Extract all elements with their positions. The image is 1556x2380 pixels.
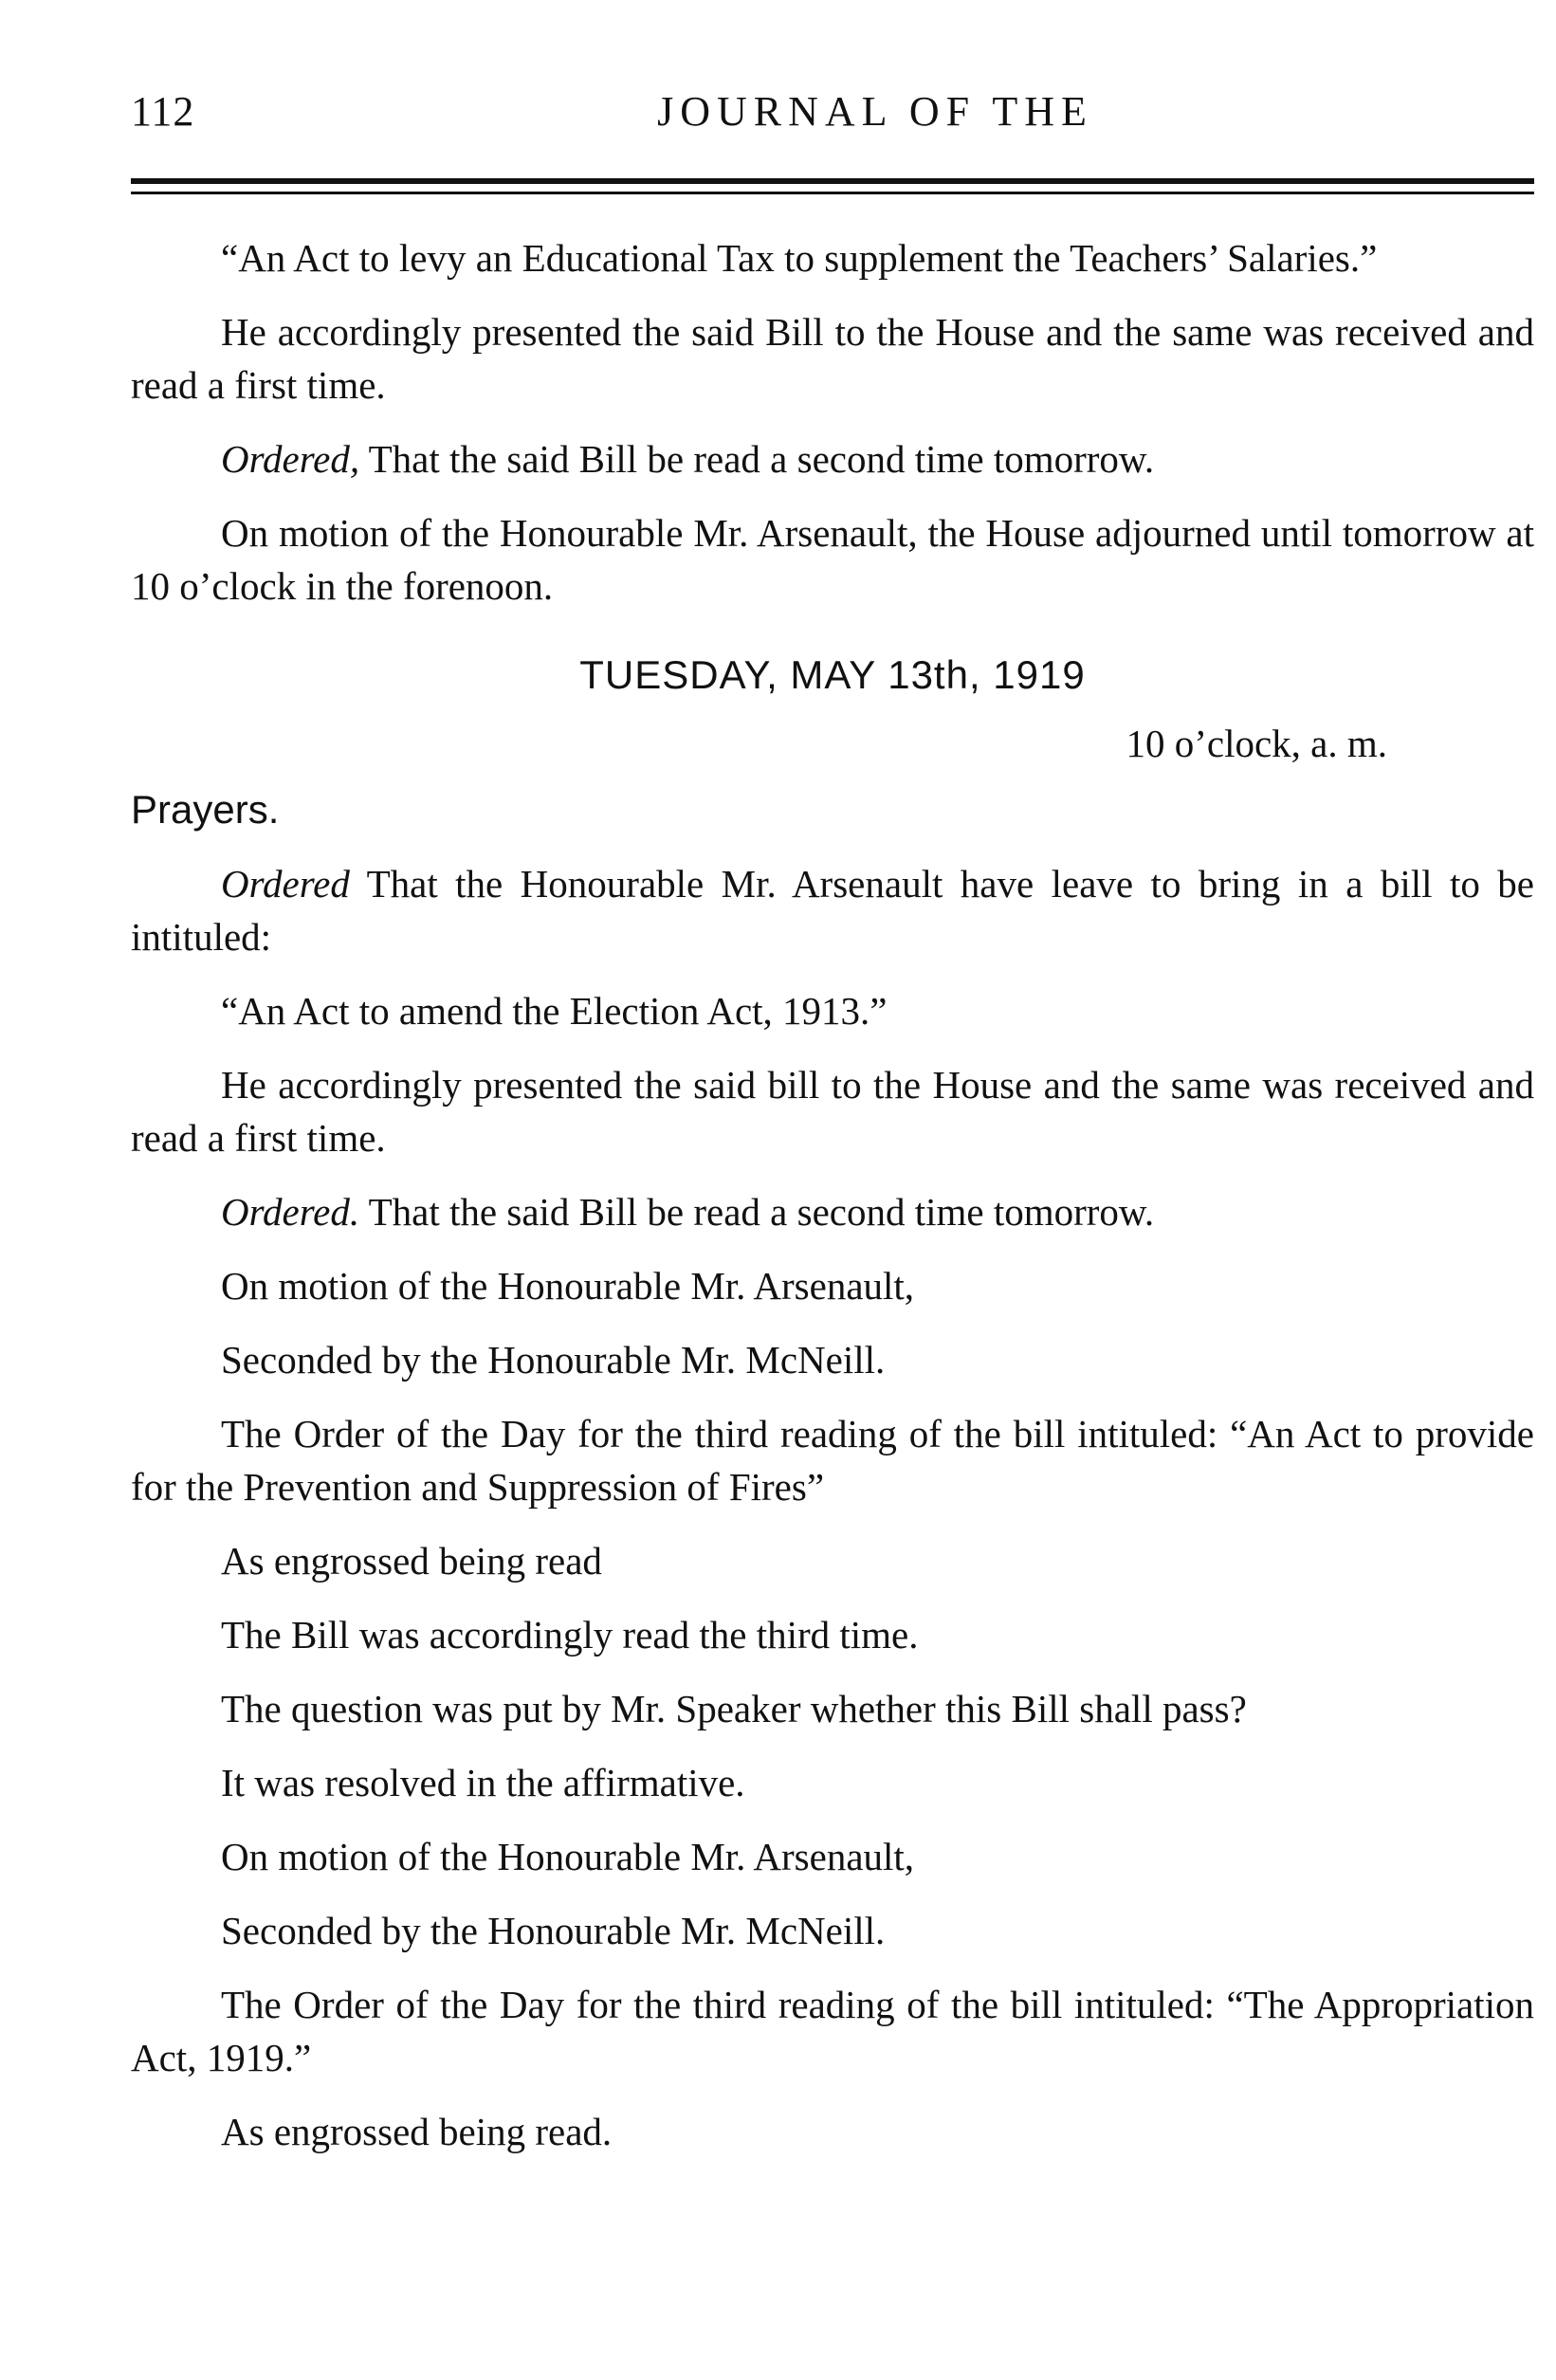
paragraph-third-reading: The Bill was accordingly read the third time. <box>221 1613 919 1657</box>
paragraph-motion: On motion of the Honourable Mr. Arsenault, <box>221 1264 915 1308</box>
page-number: 112 <box>131 88 195 135</box>
header-rule-thin <box>131 192 1534 194</box>
paragraph-seconded: Seconded by the Honourable Mr. McNeill. <box>221 1909 886 1952</box>
paragraph-seconded: Seconded by the Honourable Mr. McNeill. <box>221 1338 886 1382</box>
paragraph-act-title-election: “An Act to amend the Election Act, 1913.” <box>221 989 888 1033</box>
journal-body <box>131 231 1534 2179</box>
paragraph-bill-presented: He accordingly presented the said bill to the House and the same was received and read a first time. <box>131 1063 1534 1160</box>
header-rule-thick <box>131 178 1534 184</box>
ordered-text: That the said Bill be read a second time tomorrow. <box>368 1190 1155 1234</box>
paragraph-question-put: The question was put by Mr. Speaker whether this Bill shall pass? <box>221 1687 1247 1730</box>
paragraph-engrossed: As engrossed being read. <box>221 2110 613 2153</box>
prayers-heading: Prayers. <box>131 787 280 832</box>
paragraph-resolved: It was resolved in the affirmative. <box>221 1761 745 1804</box>
ordered-label: Ordered. <box>221 1190 360 1234</box>
paragraph-ordered-leave <box>131 857 1534 963</box>
ordered-text: That the Honourable Mr. Arsenault have leave to bring in a bill to be intituled: <box>131 862 1534 959</box>
page-header <box>131 87 1534 144</box>
paragraph-order-of-day-appropriation: The Order of the Day for the third reading of the bill intituled: “The Appropriation Act, 1919.” <box>131 1983 1534 2079</box>
ordered-label: Ordered <box>221 862 350 906</box>
paragraph-ordered-second-reading <box>131 1185 1534 1238</box>
paragraph-ordered-second-reading <box>131 432 1534 485</box>
paragraph-order-of-day-fires: The Order of the Day for the third reading of the bill intituled: “An Act to provide for the Prevention and Suppression of Fires” <box>131 1412 1534 1509</box>
date-heading: TUESDAY, MAY 13th, 1919 <box>579 652 1086 697</box>
paragraph-act-title-educational-tax: “An Act to levy an Educational Tax to supplement the Teachers’ Salaries.” <box>221 236 1378 280</box>
ordered-label: Ordered, <box>221 437 360 481</box>
paragraph-adjournment: On motion of the Honourable Mr. Arsenault, the House adjourned until tomorrow at 10 o’clock in the forenoon. <box>131 511 1534 608</box>
running-head: JOURNAL OF THE <box>657 88 1093 135</box>
ordered-text: That the said Bill be read a second time tomorrow. <box>368 437 1155 481</box>
paragraph-motion: On motion of the Honourable Mr. Arsenault, <box>221 1835 915 1878</box>
sitting-time: 10 o’clock, a. m. <box>1126 722 1387 765</box>
paragraph-bill-presented: He accordingly presented the said Bill to the House and the same was received and read a first time. <box>131 310 1534 407</box>
paragraph-engrossed: As engrossed being read <box>221 1539 602 1583</box>
